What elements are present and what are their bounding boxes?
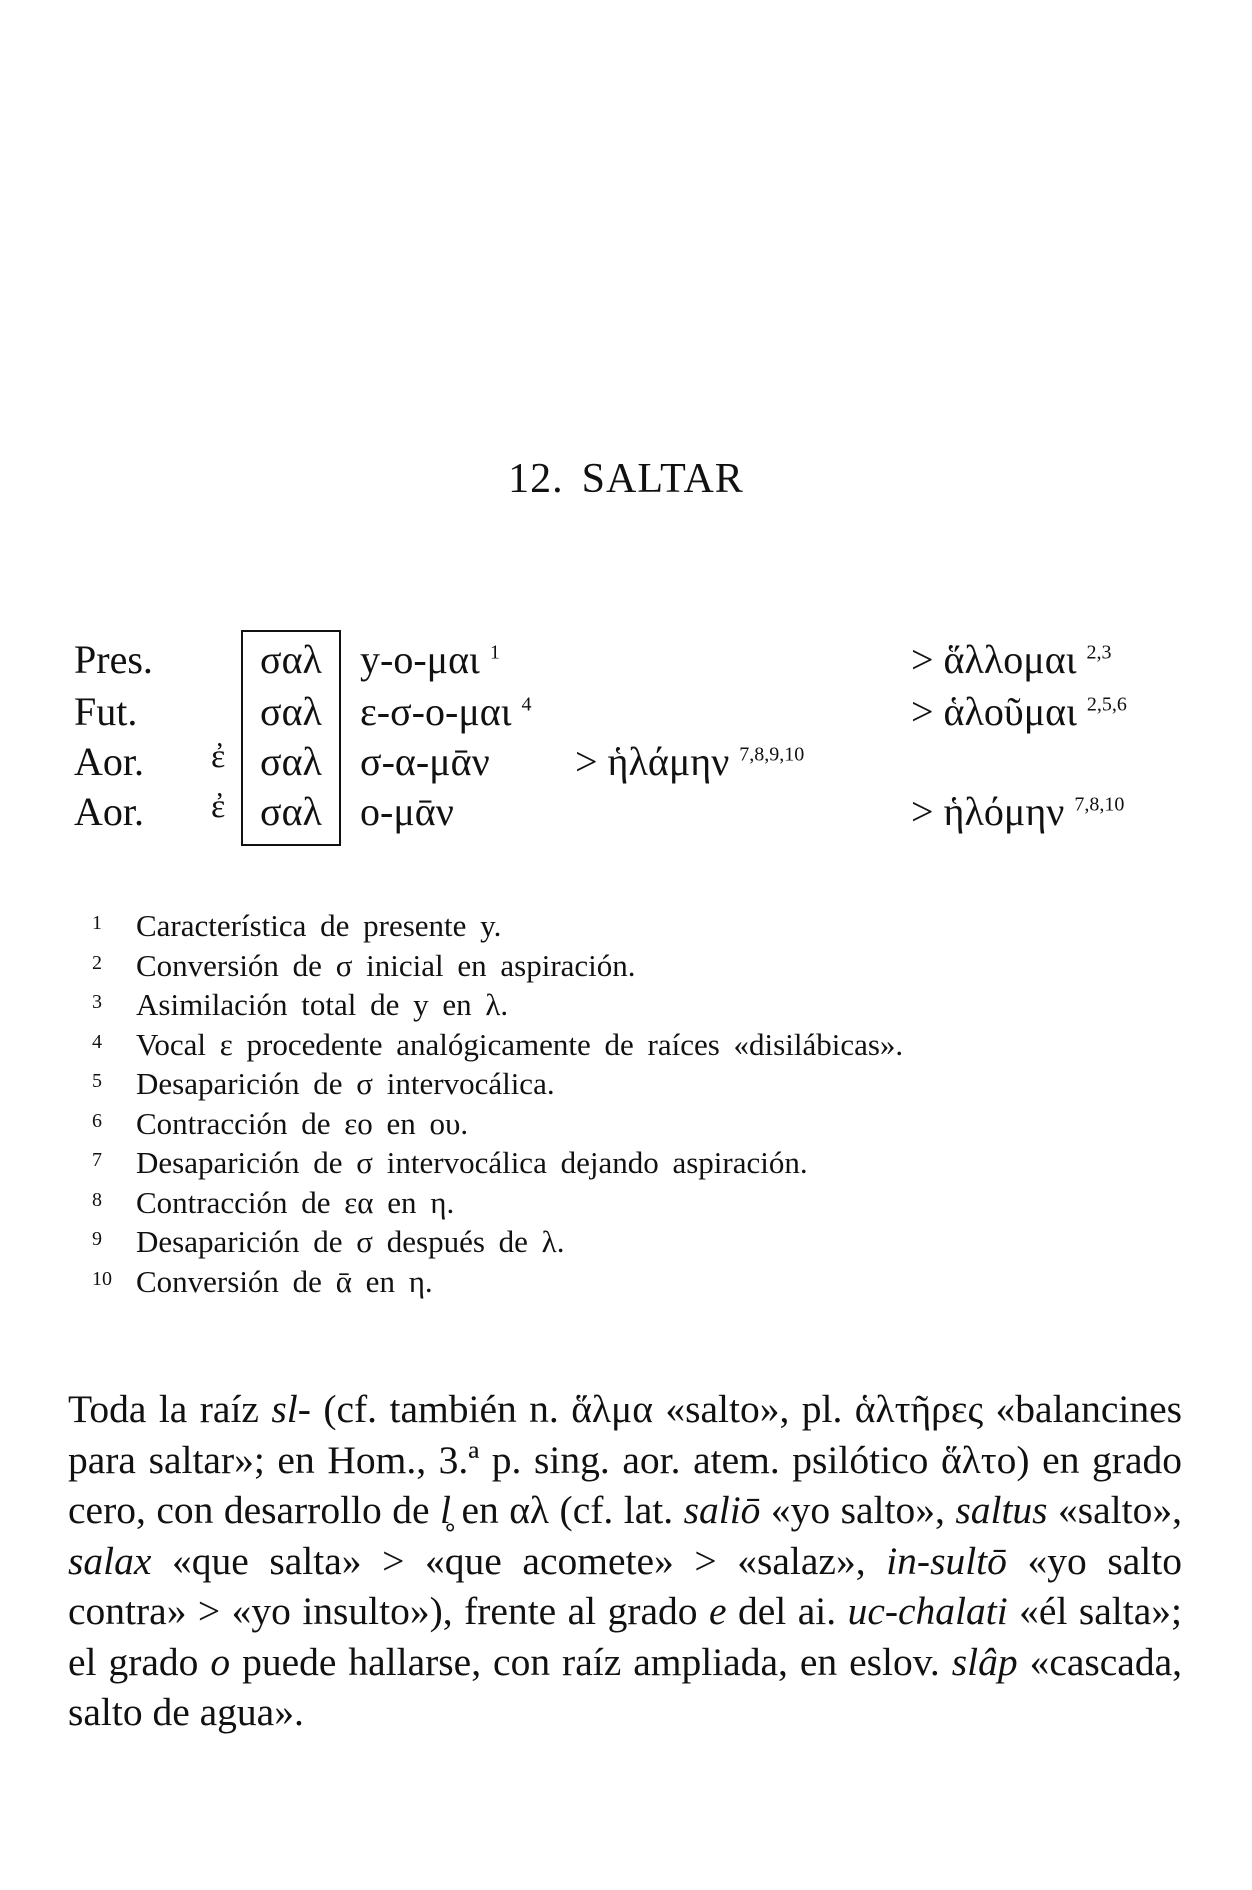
section-heading xyxy=(0,455,1252,503)
footnote-text: Vocal ε procedente analógicamente de raíces «disilábicas». xyxy=(136,1026,904,1062)
ending xyxy=(360,738,490,785)
footnote-text: Contracción de εο en ου. xyxy=(136,1105,469,1141)
result-text: > ἁλοῦμαι xyxy=(911,689,1077,734)
footnotes xyxy=(92,906,1192,1301)
footnote xyxy=(92,1064,1192,1104)
mid-note: 7,8,9,10 xyxy=(739,743,805,766)
ending-text: σ-α-μᾱν xyxy=(360,739,490,784)
paragraph-run: «él salta»; el grado xyxy=(68,1589,1182,1684)
paragraph-run-italic: uc-chalati xyxy=(847,1589,1008,1633)
footnote-text: Conversión de ᾱ en η. xyxy=(136,1263,433,1299)
paragraph-run: «salto», xyxy=(1047,1488,1183,1532)
footnote xyxy=(92,1183,1192,1223)
result-text: > ἅλλομαι xyxy=(911,637,1077,682)
root: σαλ xyxy=(260,789,322,834)
footnote-number: 4 xyxy=(92,1030,102,1053)
paragraph-run-italic: o xyxy=(210,1639,231,1684)
paragraph-run: Toda la raíz xyxy=(68,1387,272,1431)
footnote-number: 2 xyxy=(92,951,102,974)
ending xyxy=(360,788,454,835)
paragraph-run: puede hallarse, con raíz ampliada, en eslov. xyxy=(230,1639,952,1684)
section-title: SALTAR xyxy=(581,456,744,502)
paragraph-run: «yo salto contra» > «yo insulto»), frente al grado xyxy=(68,1538,1182,1633)
footnote-text: Desaparición de σ intervocálica. xyxy=(136,1066,555,1101)
paragraph-run: (cf. también n. ἅλμα «salto», pl. ἁλτῆρες «balancines para saltar»; en Hom., 3.ª p. sing. aor. atem. psilótico ἅλτο) en grado cero, con desarrollo de xyxy=(68,1387,1182,1532)
paradigm-row xyxy=(0,788,1252,838)
paragraph-run-italic: salax xyxy=(68,1538,152,1583)
tense-label: Aor. xyxy=(74,789,144,834)
footnote xyxy=(92,946,1192,986)
footnote-number: 1 xyxy=(92,912,102,934)
paragraph-run-italic: in-sultō xyxy=(886,1538,1007,1583)
paragraph-run: «que salta» > «que acomete» > «salaz», xyxy=(151,1538,887,1583)
result-text: > ἡλόμην xyxy=(911,789,1065,834)
paragraph-run: en αλ (cf. lat. xyxy=(451,1488,684,1532)
root: σαλ xyxy=(260,689,322,734)
ending-text: y-ο-μαι xyxy=(360,637,480,682)
footnote-text: Desaparición de σ intervocálica dejando aspiración. xyxy=(136,1145,808,1180)
footnote xyxy=(92,985,1192,1025)
footnote-number: 7 xyxy=(92,1149,102,1171)
section-number: 12. xyxy=(508,456,564,502)
footnote-number: 6 xyxy=(92,1109,102,1132)
paragraph-run: «cascada, salto de agua». xyxy=(68,1639,1182,1734)
augment: ἐ xyxy=(211,788,226,825)
result-note: 2,3 xyxy=(1086,641,1112,664)
paragraph-run-italic: l̥ xyxy=(440,1488,451,1532)
ending-text: ο-μᾱν xyxy=(360,789,454,834)
ending xyxy=(360,688,531,735)
intermediate-form xyxy=(575,738,804,785)
footnote-text: Desaparición de σ después de λ. xyxy=(136,1224,565,1259)
footnote xyxy=(92,1222,1192,1262)
result-form xyxy=(911,688,1127,735)
footnote-text: Asimilación total de y en λ. xyxy=(136,987,509,1022)
footnote-number: 9 xyxy=(92,1228,102,1250)
paragraph-run-italic: sl- xyxy=(271,1387,311,1431)
footnote xyxy=(92,1104,1192,1144)
paragraph-run-italic: slâp xyxy=(951,1639,1018,1684)
result-note: 7,8,10 xyxy=(1074,793,1125,816)
paragraph-run: «yo salto», xyxy=(760,1488,956,1532)
ending-note: 1 xyxy=(489,641,500,664)
paragraph-run: del ai. xyxy=(726,1589,848,1633)
footnote xyxy=(92,1262,1192,1302)
result-form xyxy=(911,788,1124,835)
paradigm-row xyxy=(0,688,1252,738)
paradigm-row xyxy=(0,738,1252,788)
ending xyxy=(360,636,500,683)
body-paragraph xyxy=(68,1384,1182,1738)
ending-note: 4 xyxy=(521,693,532,716)
paradigm-row xyxy=(0,636,1252,686)
tense-label: Aor. xyxy=(74,739,144,784)
root: σαλ xyxy=(260,739,322,784)
augment: ἐ xyxy=(211,738,226,775)
footnote xyxy=(92,906,1192,946)
mid-text: > ἡλάμην xyxy=(575,739,730,784)
footnote-number: 5 xyxy=(92,1070,102,1092)
result-form xyxy=(911,636,1111,683)
paragraph-run-italic: saliō xyxy=(683,1488,761,1532)
footnote xyxy=(92,1025,1192,1065)
paragraph-run-italic: saltus xyxy=(955,1488,1048,1532)
root: σαλ xyxy=(260,637,322,682)
footnote-text: Contracción de εα en η. xyxy=(136,1184,455,1220)
ending-text: ε-σ-ο-μαι xyxy=(360,689,512,734)
footnote-text: Característica de presente y. xyxy=(136,908,502,943)
tense-label: Pres. xyxy=(74,637,153,682)
tense-label: Fut. xyxy=(74,689,138,734)
footnote-text: Conversión de σ inicial en aspiración. xyxy=(136,947,636,983)
result-note: 2,5,6 xyxy=(1086,693,1127,716)
footnote-number: 3 xyxy=(92,991,102,1013)
paragraph-run-italic: e xyxy=(709,1589,727,1633)
footnote-number: 8 xyxy=(92,1188,102,1211)
footnote xyxy=(92,1143,1192,1183)
footnote-number: 10 xyxy=(92,1267,112,1290)
